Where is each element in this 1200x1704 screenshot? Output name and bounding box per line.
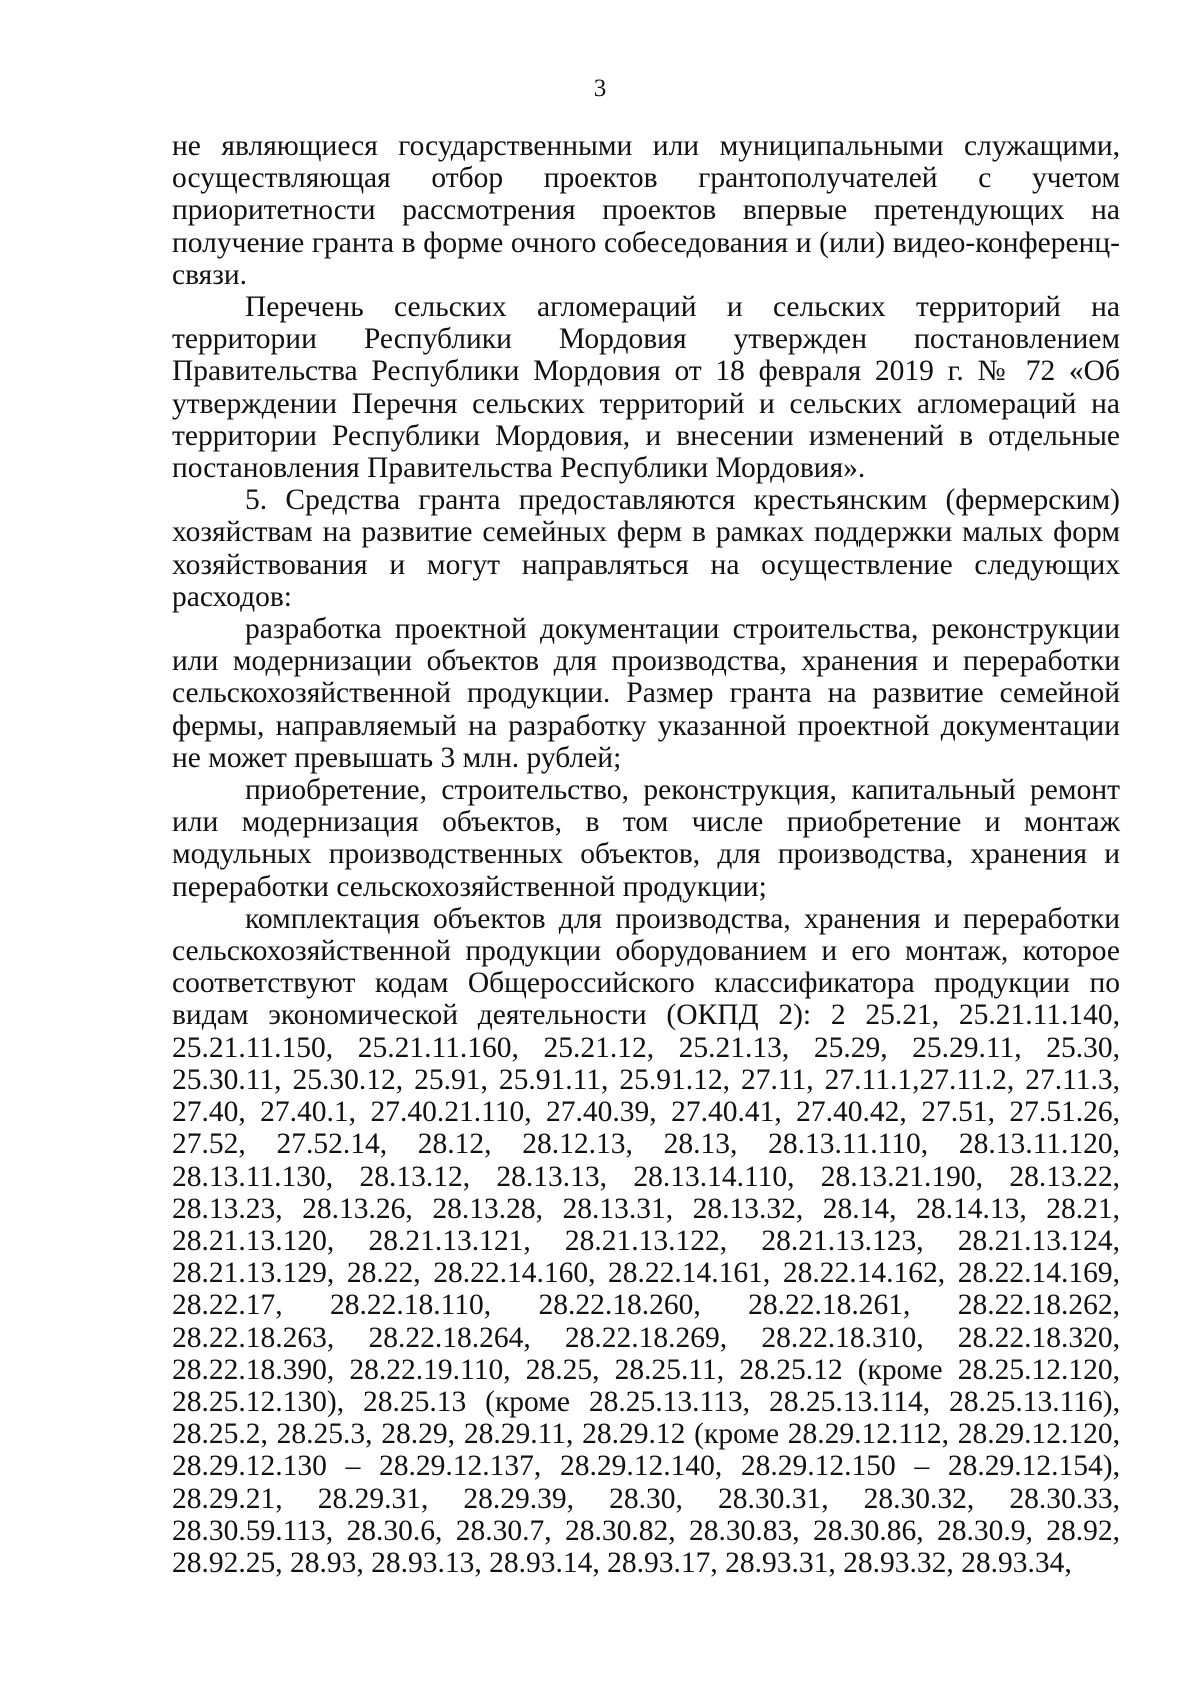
paragraph-design-documentation: разработка проектной документации строительства, реконструкции или модернизации объектов для производства, хранения и переработки сельскохозяйственной продукции. Размер гранта на развитие семейной фермы, направляемый на разработку указанной проектной документации не может превышать 3 млн. рублей; xyxy=(172,613,1120,774)
paragraph-rural-territories-list: Перечень сельских агломераций и сельских территорий на территории Республики Мордовия утвержден постановлением Правительства Республики Мордовия от 18 февраля 2019 г. № 72 «Об утверждении Перечня сельских территорий и сельских агломераций на территории Республики Мордовия, и внесении изменений в отдельные постановления Правительства Республики Мордовия». xyxy=(172,291,1120,485)
paragraph-grant-funds-purpose: 5. Средства гранта предоставляются крестьянским (фермерским) хозяйствам на развитие семейных ферм в рамках поддержки малых форм хозяйствования и могут направляться на осуществление следующих расходов: xyxy=(172,484,1120,613)
document-body xyxy=(172,130,1120,1579)
paragraph-construction-objects: приобретение, строительство, реконструкция, капитальный ремонт или модернизация объектов, в том числе приобретение и монтаж модульных производственных объектов, для производства, хранения и переработки сельскохозяйственной продукции; xyxy=(172,774,1120,903)
paragraph-commission-continuation: не являющиеся государственными или муниципальными служащими, осуществляющая отбор проектов грантополучателей с учетом приоритетности рассмотрения проектов впервые претендующих на получение гранта в форме очного собеседования и (или) видео-конференц-связи. xyxy=(172,130,1120,291)
paragraph-equipment-okpd-codes: комплектация объектов для производства, хранения и переработки сельскохозяйственной продукции оборудованием и его монтаж, которое соответствуют кодам Общероссийского классификатора продукции по видам экономической деятельности (ОКПД 2): 2 25.21, 25.21.11.140, 25.21.11.150, 25.21.11.160, 25.21.12, 25.21.13, 25.29, 25.29.11, 25.30, 25.30.11, 25.30.12, 25.91, 25.91.11, 25.91.12, 27.11, 27.11.1,27.11.2, 27.11.3, 27.40, 27.40.1, 27.40.21.110, 27.40.39, 27.40.41, 27.40.42, 27.51, 27.51.26, 27.52, 27.52.14, 28.12, 28.12.13, 28.13, 28.13.11.110, 28.13.11.120, 28.13.11.130, 28.13.12, 28.13.13, 28.13.14.110, 28.13.21.190, 28.13.22, 28.13.23, 28.13.26, 28.13.28, 28.13.31, 28.13.32, 28.14, 28.14.13, 28.21, 28.21.13.120, 28.21.13.121, 28.21.13.122, 28.21.13.123, 28.21.13.124, 28.21.13.129, 28.22, 28.22.14.160, 28.22.14.161, 28.22.14.162, 28.22.14.169, 28.22.17, 28.22.18.110, 28.22.18.260, 28.22.18.261, 28.22.18.262, 28.22.18.263, 28.22.18.264, 28.22.18.269, 28.22.18.310, 28.22.18.320, 28.22.18.390, 28.22.19.110, 28.25, 28.25.11, 28.25.12 (кроме 28.25.12.120, 28.25.12.130), 28.25.13 (кроме 28.25.13.113, 28.25.13.114, 28.25.13.116), 28.25.2, 28.25.3, 28.29, 28.29.11, 28.29.12 (кроме 28.29.12.112, 28.29.12.120, 28.29.12.130 – 28.29.12.137, 28.29.12.140, 28.29.12.150 – 28.29.12.154), 28.29.21, 28.29.31, 28.29.39, 28.30, 28.30.31, 28.30.32, 28.30.33, 28.30.59.113, 28.30.6, 28.30.7, 28.30.82, 28.30.83, 28.30.86, 28.30.9, 28.92, 28.92.25, 28.93, 28.93.13, 28.93.14, 28.93.17, 28.93.31, 28.93.32, 28.93.34, xyxy=(172,902,1120,1579)
page-number: 3 xyxy=(593,75,607,102)
